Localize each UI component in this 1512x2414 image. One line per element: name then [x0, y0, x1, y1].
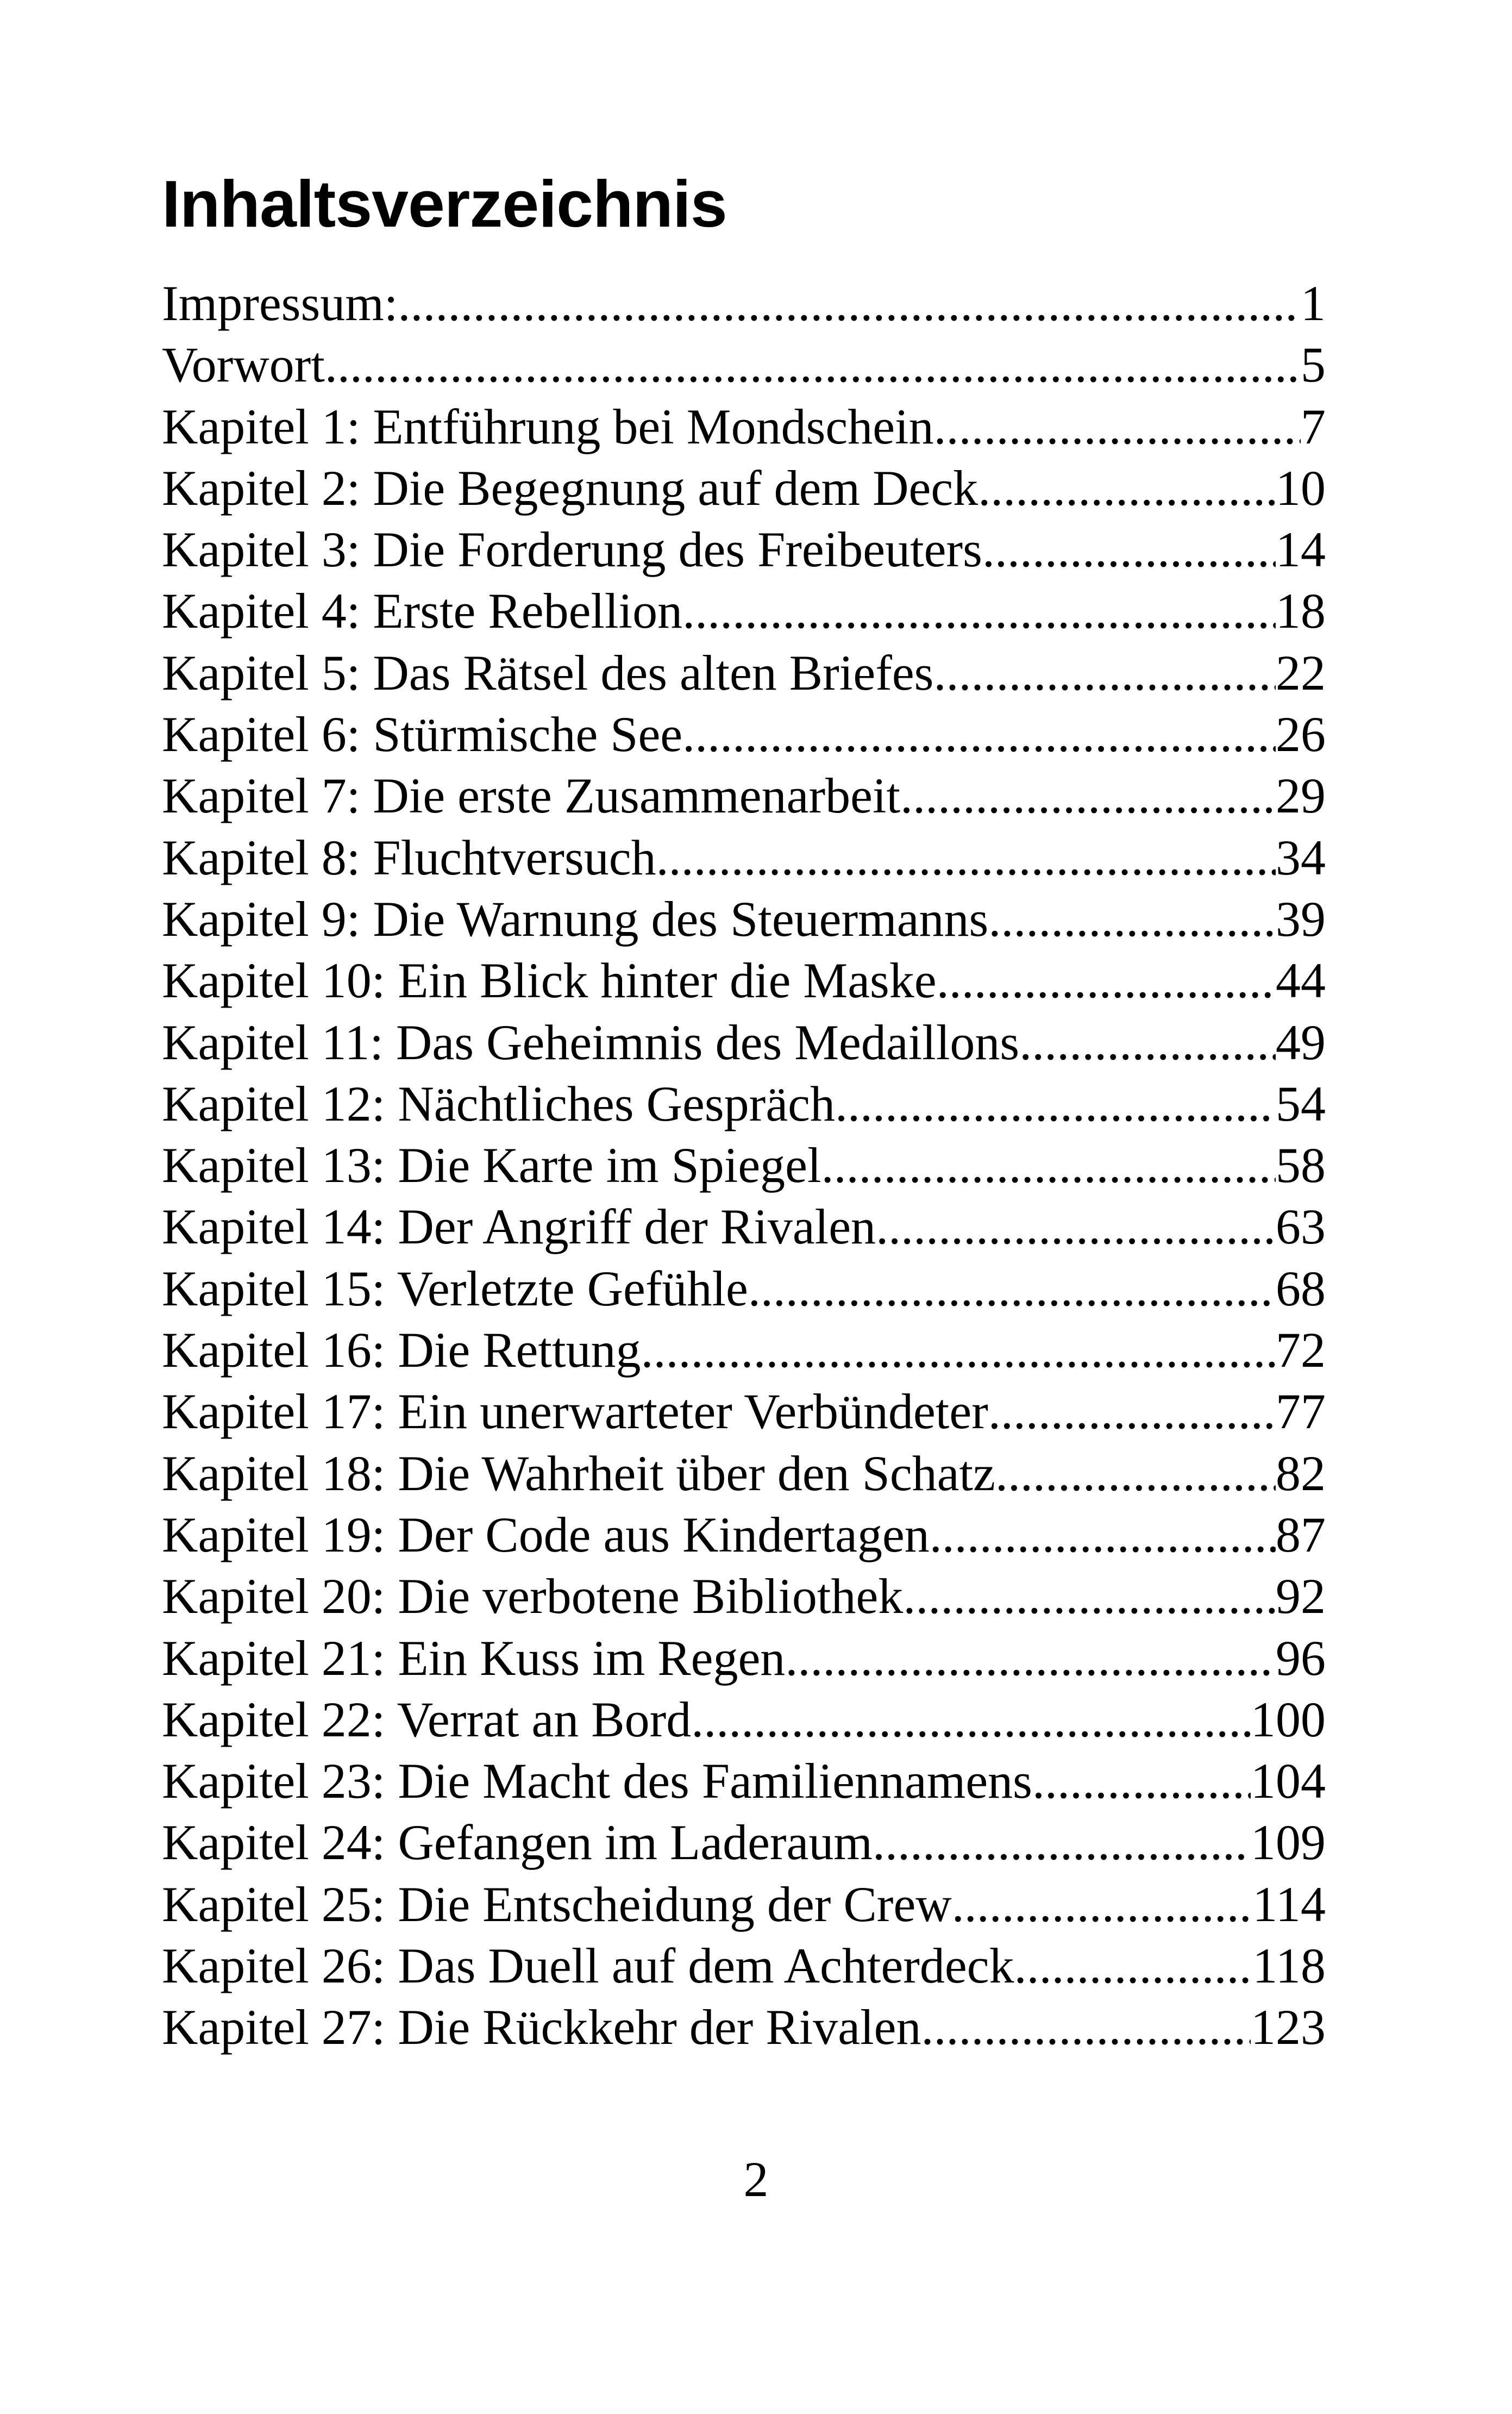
toc-entry-title: Kapitel 21: Ein Kuss im Regen [162, 1628, 785, 1689]
dot-leader [978, 458, 1276, 519]
toc-heading: Inhaltsverzeichnis [162, 167, 727, 241]
toc-entry-title: Kapitel 12: Nächtliches Gespräch [162, 1073, 835, 1135]
dot-leader [982, 519, 1276, 580]
toc-entry-page: 72 [1276, 1322, 1326, 1378]
toc-entry[interactable] [162, 1874, 1326, 1935]
dot-leader [934, 396, 1301, 458]
toc-entry[interactable] [162, 1750, 1326, 1812]
dot-leader [903, 1566, 1276, 1627]
dot-leader [835, 1073, 1276, 1135]
toc-entry[interactable] [162, 396, 1326, 458]
dot-leader [921, 1997, 1251, 2058]
toc-entry-title: Kapitel 19: Der Code aus Kindertagen [162, 1504, 930, 1566]
toc-entry-title: Kapitel 1: Entführung bei Mondschein [162, 396, 934, 458]
toc-entry[interactable] [162, 1628, 1326, 1689]
toc-entry-page: 49 [1276, 1014, 1326, 1070]
dot-leader [876, 1196, 1276, 1258]
toc-entry-page: 18 [1276, 583, 1326, 639]
toc-entry-title: Kapitel 17: Ein unerwarteter Verbündeter [162, 1381, 988, 1442]
toc-entry-page: 7 [1301, 398, 1326, 454]
toc-entry-page: 22 [1276, 645, 1326, 701]
toc-entry-title: Kapitel 22: Verrat an Bord [162, 1689, 691, 1750]
toc-entry-page: 5 [1301, 337, 1326, 393]
toc-entry-page: 104 [1251, 1753, 1326, 1809]
toc-entry[interactable] [162, 1135, 1326, 1196]
toc-entry[interactable] [162, 1012, 1326, 1073]
toc-entry-page: 123 [1251, 1999, 1326, 2055]
toc-entry-title: Kapitel 18: Die Wahrheit über den Schatz [162, 1443, 995, 1504]
toc-entry-title: Kapitel 9: Die Warnung des Steuermanns [162, 889, 988, 950]
toc-entry[interactable] [162, 273, 1326, 334]
toc-entry-title: Kapitel 4: Erste Rebellion [162, 580, 682, 642]
toc-entry-title: Vorwort [162, 334, 325, 396]
dot-leader [821, 1135, 1276, 1196]
toc-entry-title: Kapitel 23: Die Macht des Familiennamens [162, 1750, 1032, 1812]
toc-entry-page: 58 [1276, 1137, 1326, 1193]
dot-leader [988, 1381, 1276, 1442]
toc-entry-title: Kapitel 20: Die verbotene Bibliothek [162, 1566, 903, 1627]
toc-entry-title: Kapitel 8: Fluchtversuch [162, 827, 656, 889]
toc-entry[interactable] [162, 1566, 1326, 1627]
toc-entry-title: Kapitel 2: Die Begegnung auf dem Deck [162, 458, 978, 519]
dot-leader [656, 827, 1276, 889]
dot-leader [1014, 1935, 1253, 1997]
toc-entry-page: 114 [1252, 1876, 1326, 1932]
dot-leader [325, 334, 1301, 396]
dot-leader [933, 642, 1276, 704]
toc-entry[interactable] [162, 1073, 1326, 1135]
toc-entry-title: Kapitel 24: Gefangen im Laderaum [162, 1812, 873, 1873]
toc-entry-title: Impressum: [162, 273, 398, 334]
toc-entry-title: Kapitel 26: Das Duell auf dem Achterdeck [162, 1935, 1014, 1997]
toc-entry[interactable] [162, 1997, 1326, 2058]
toc-entry[interactable] [162, 950, 1326, 1011]
dot-leader [900, 765, 1276, 827]
toc-entry-page: 100 [1251, 1691, 1326, 1747]
dot-leader [1019, 1012, 1276, 1073]
toc-entry-page: 29 [1276, 768, 1326, 824]
toc-entry-title: Kapitel 15: Verletzte Gefühle [162, 1258, 748, 1319]
toc-entry[interactable] [162, 1812, 1326, 1873]
toc-entry[interactable] [162, 1443, 1326, 1504]
toc-entry-page: 1 [1301, 276, 1326, 331]
toc-entry-page: 68 [1276, 1260, 1326, 1316]
toc-entry-title: Kapitel 27: Die Rückkehr der Rivalen [162, 1997, 921, 2058]
toc-entry[interactable] [162, 1504, 1326, 1566]
toc-entry-page: 96 [1276, 1630, 1326, 1686]
dot-leader [995, 1443, 1276, 1504]
toc-entry-page: 63 [1276, 1199, 1326, 1255]
toc-entry-title: Kapitel 6: Stürmische See [162, 704, 682, 765]
toc-entry-page: 44 [1276, 953, 1326, 1009]
toc-entry[interactable] [162, 827, 1326, 889]
toc-entry-page: 118 [1252, 1938, 1326, 1994]
toc-entry[interactable] [162, 1935, 1326, 1997]
toc-entry-title: Kapitel 25: Die Entscheidung der Crew [162, 1874, 952, 1935]
dot-leader [988, 889, 1276, 950]
dot-leader [682, 580, 1276, 642]
toc-entry-title: Kapitel 7: Die erste Zusammenarbeit [162, 765, 900, 827]
toc-entry[interactable] [162, 580, 1326, 642]
dot-leader [398, 273, 1301, 334]
dot-leader [937, 950, 1276, 1011]
toc-entry[interactable] [162, 642, 1326, 704]
toc-entry-page: 26 [1276, 706, 1326, 762]
page-number: 2 [743, 2152, 769, 2207]
toc-entry[interactable] [162, 1319, 1326, 1381]
toc-entry[interactable] [162, 334, 1326, 396]
toc-entry[interactable] [162, 519, 1326, 580]
dot-leader [682, 704, 1276, 765]
dot-leader [691, 1689, 1251, 1750]
toc-entry[interactable] [162, 458, 1326, 519]
toc-entry-page: 10 [1276, 460, 1326, 516]
toc-entry-page: 77 [1276, 1384, 1326, 1440]
toc-entry-page: 14 [1276, 522, 1326, 578]
toc-entry-title: Kapitel 10: Ein Blick hinter die Maske [162, 950, 937, 1011]
toc-entry-title: Kapitel 14: Der Angriff der Rivalen [162, 1196, 876, 1258]
dot-leader [748, 1258, 1276, 1319]
dot-leader [1032, 1750, 1251, 1812]
dot-leader [785, 1628, 1276, 1689]
dot-leader [873, 1812, 1251, 1873]
toc-entry[interactable] [162, 1258, 1326, 1319]
toc-entry-page: 87 [1276, 1506, 1326, 1562]
toc-entry-page: 109 [1251, 1815, 1326, 1871]
toc-list [162, 273, 1326, 2059]
toc-entry-page: 39 [1276, 891, 1326, 947]
toc-entry-title: Kapitel 3: Die Forderung des Freibeuters [162, 519, 982, 580]
toc-entry[interactable] [162, 765, 1326, 827]
toc-entry[interactable] [162, 1196, 1326, 1258]
toc-entry-page: 34 [1276, 829, 1326, 885]
toc-entry[interactable] [162, 889, 1326, 950]
dot-leader [952, 1874, 1253, 1935]
toc-entry[interactable] [162, 1689, 1326, 1750]
dot-leader [930, 1504, 1276, 1566]
toc-entry[interactable] [162, 1381, 1326, 1442]
toc-entry[interactable] [162, 704, 1326, 765]
toc-entry-title: Kapitel 13: Die Karte im Spiegel [162, 1135, 821, 1196]
dot-leader [641, 1319, 1276, 1381]
toc-entry-title: Kapitel 11: Das Geheimnis des Medaillons [162, 1012, 1019, 1073]
toc-entry-page: 82 [1276, 1445, 1326, 1501]
toc-entry-page: 92 [1276, 1568, 1326, 1624]
toc-entry-title: Kapitel 5: Das Rätsel des alten Briefes [162, 642, 933, 704]
toc-entry-title: Kapitel 16: Die Rettung [162, 1319, 641, 1381]
toc-entry-page: 54 [1276, 1075, 1326, 1131]
